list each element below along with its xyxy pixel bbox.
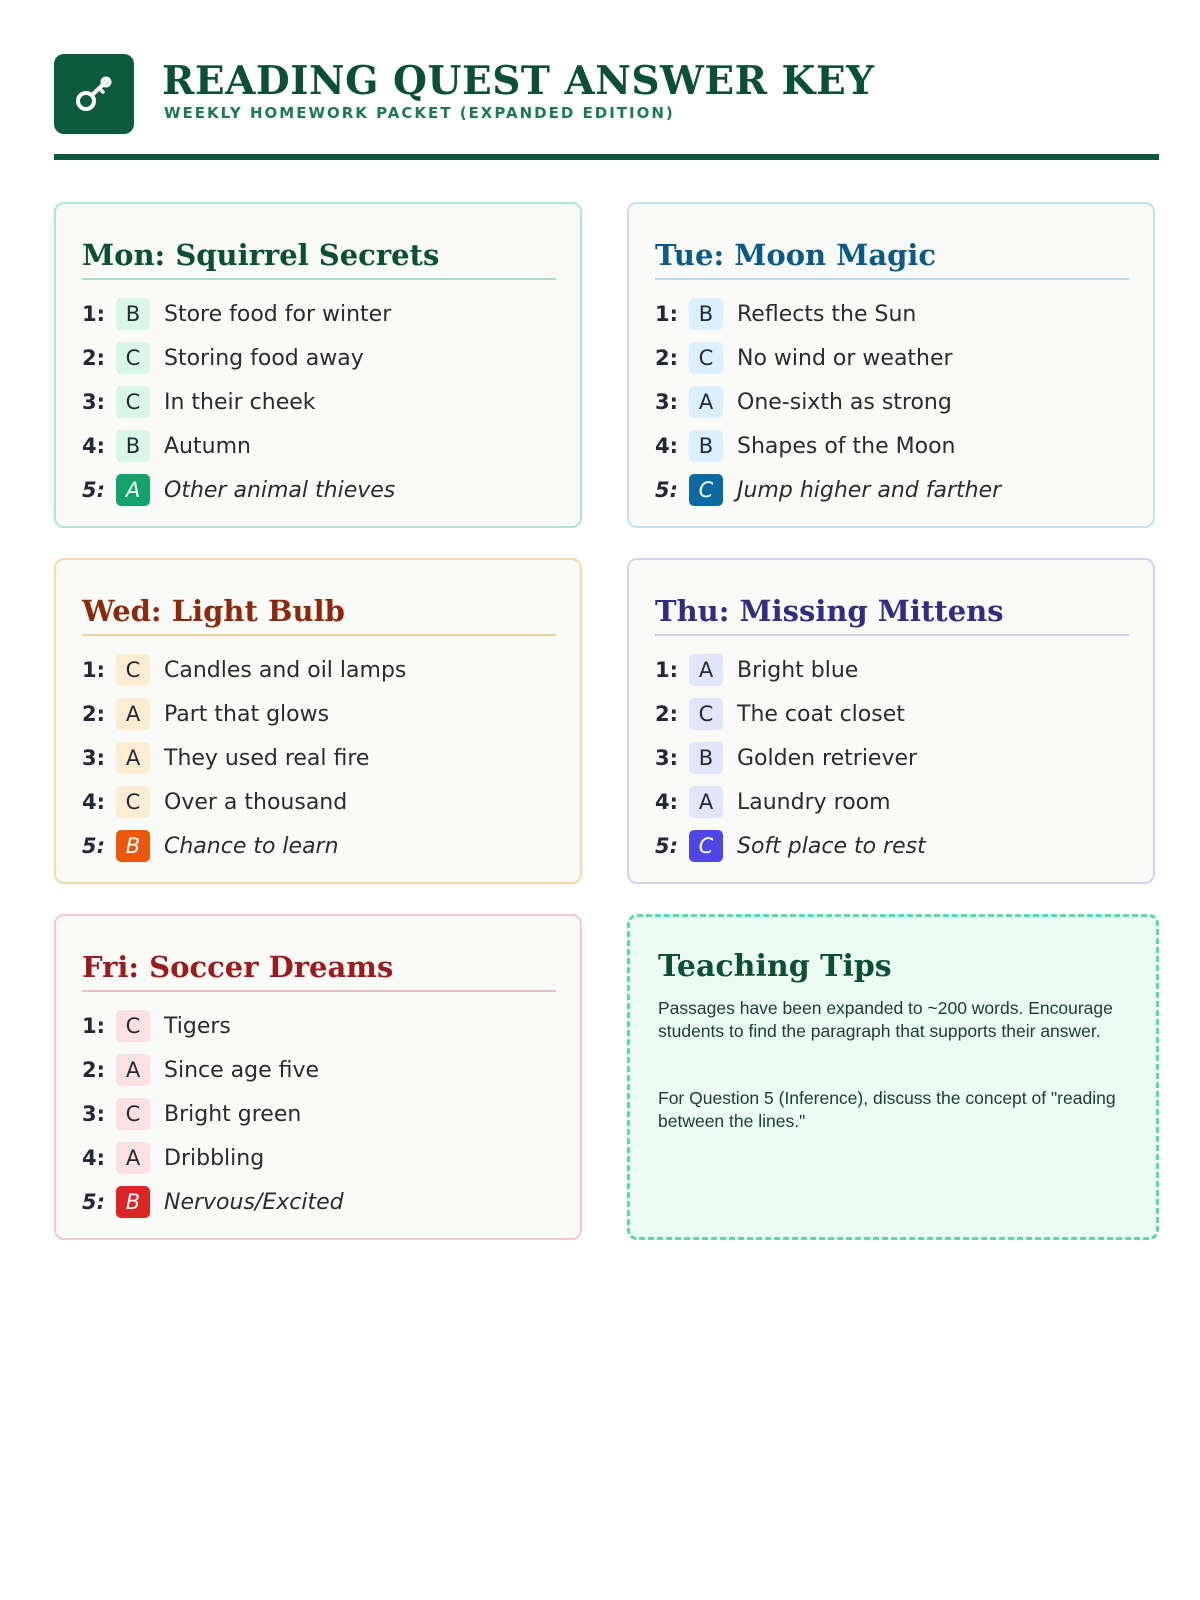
day-card-divider bbox=[82, 278, 556, 280]
answer-list bbox=[655, 648, 1135, 868]
day-card bbox=[54, 202, 582, 528]
answer-row bbox=[82, 468, 562, 512]
answer-text: Since age five bbox=[164, 1057, 320, 1083]
answer-text: One-sixth as strong bbox=[737, 389, 952, 415]
answer-row bbox=[82, 1048, 562, 1092]
answer-letter-badge: B bbox=[689, 430, 723, 462]
question-number: 3: bbox=[82, 746, 106, 770]
day-card bbox=[627, 202, 1155, 528]
answer-letter-badge: A bbox=[116, 474, 150, 506]
question-number: 4: bbox=[82, 434, 106, 458]
answer-letter-badge: A bbox=[116, 698, 150, 730]
answer-letter-badge: B bbox=[689, 742, 723, 774]
answer-row bbox=[82, 692, 562, 736]
answer-letter-badge: A bbox=[116, 1142, 150, 1174]
day-card-title: Wed: Light Bulb bbox=[82, 594, 345, 628]
day-card-divider bbox=[655, 634, 1129, 636]
answer-text: Bright green bbox=[164, 1101, 302, 1127]
day-card-title: Tue: Moon Magic bbox=[655, 238, 937, 272]
answer-text: Reflects the Sun bbox=[737, 301, 917, 327]
day-card bbox=[54, 914, 582, 1240]
answer-row bbox=[655, 692, 1135, 736]
question-number: 2: bbox=[655, 346, 679, 370]
answer-text: Storing food away bbox=[164, 345, 364, 371]
answer-letter-badge: C bbox=[116, 342, 150, 374]
question-number: 1: bbox=[655, 658, 679, 682]
question-number: 1: bbox=[655, 302, 679, 326]
question-number: 4: bbox=[82, 790, 106, 814]
teaching-tips-title: Teaching Tips bbox=[658, 949, 892, 984]
answer-row bbox=[655, 824, 1135, 868]
answer-row bbox=[82, 780, 562, 824]
answer-text: Shapes of the Moon bbox=[737, 433, 956, 459]
answer-text: Tigers bbox=[164, 1013, 231, 1039]
answer-text: In their cheek bbox=[164, 389, 316, 415]
day-card bbox=[627, 558, 1155, 884]
answer-letter-badge: A bbox=[689, 654, 723, 686]
answer-letter-badge: C bbox=[689, 830, 723, 862]
day-card-title: Fri: Soccer Dreams bbox=[82, 950, 394, 984]
answer-text: Dribbling bbox=[164, 1145, 265, 1171]
answer-letter-badge: A bbox=[116, 742, 150, 774]
answer-letter-badge: B bbox=[116, 430, 150, 462]
answer-row bbox=[82, 424, 562, 468]
question-number: 1: bbox=[82, 658, 106, 682]
question-number: 3: bbox=[82, 390, 106, 414]
answer-letter-badge: B bbox=[689, 298, 723, 330]
answer-letter-badge: C bbox=[116, 1010, 150, 1042]
question-number: 5: bbox=[82, 478, 106, 502]
answer-row bbox=[655, 380, 1135, 424]
answer-letter-badge: C bbox=[689, 342, 723, 374]
answer-letter-badge: A bbox=[116, 1054, 150, 1086]
question-number: 2: bbox=[655, 702, 679, 726]
answer-text: Other animal thieves bbox=[164, 477, 396, 503]
answer-row bbox=[655, 292, 1135, 336]
answer-text: Jump higher and farther bbox=[737, 477, 1002, 503]
page-title: READING QUEST ANSWER KEY bbox=[162, 58, 875, 104]
answer-text: No wind or weather bbox=[737, 345, 953, 371]
answer-list bbox=[82, 1004, 562, 1224]
answer-text: Nervous/Excited bbox=[164, 1189, 344, 1215]
answer-row bbox=[82, 380, 562, 424]
answer-text: Store food for winter bbox=[164, 301, 392, 327]
question-number: 4: bbox=[82, 1146, 106, 1170]
day-card-divider bbox=[655, 278, 1129, 280]
answer-letter-badge: C bbox=[689, 474, 723, 506]
answer-list bbox=[82, 648, 562, 868]
answer-text: Chance to learn bbox=[164, 833, 339, 859]
question-number: 5: bbox=[655, 478, 679, 502]
answer-row bbox=[82, 1004, 562, 1048]
day-card bbox=[54, 558, 582, 884]
question-number: 2: bbox=[82, 1058, 106, 1082]
answer-row bbox=[655, 780, 1135, 824]
answer-text: Part that glows bbox=[164, 701, 330, 727]
answer-row bbox=[82, 292, 562, 336]
header-divider bbox=[54, 154, 1159, 160]
answer-letter-badge: C bbox=[116, 786, 150, 818]
answer-text: Laundry room bbox=[737, 789, 891, 815]
answer-row bbox=[82, 336, 562, 380]
question-number: 4: bbox=[655, 434, 679, 458]
answer-text: Bright blue bbox=[737, 657, 859, 683]
question-number: 5: bbox=[655, 834, 679, 858]
answer-letter-badge: C bbox=[116, 1098, 150, 1130]
question-number: 3: bbox=[655, 390, 679, 414]
answer-list bbox=[82, 292, 562, 512]
answer-row bbox=[82, 736, 562, 780]
question-number: 3: bbox=[82, 1102, 106, 1126]
question-number: 2: bbox=[82, 702, 106, 726]
answer-row bbox=[655, 336, 1135, 380]
answer-letter-badge: B bbox=[116, 1186, 150, 1218]
answer-letter-badge: C bbox=[116, 654, 150, 686]
question-number: 3: bbox=[655, 746, 679, 770]
answer-row bbox=[655, 424, 1135, 468]
answer-row bbox=[655, 648, 1135, 692]
answer-text: Autumn bbox=[164, 433, 251, 459]
answer-text: Soft place to rest bbox=[737, 833, 926, 859]
question-number: 1: bbox=[82, 1014, 106, 1038]
answer-text: Over a thousand bbox=[164, 789, 348, 815]
answer-text: They used real fire bbox=[164, 745, 370, 771]
question-number: 5: bbox=[82, 834, 106, 858]
answer-row bbox=[82, 1092, 562, 1136]
answer-letter-badge: A bbox=[689, 386, 723, 418]
answer-text: Golden retriever bbox=[737, 745, 918, 771]
question-number: 5: bbox=[82, 1190, 106, 1214]
answer-letter-badge: A bbox=[689, 786, 723, 818]
day-card-divider bbox=[82, 990, 556, 992]
answer-row bbox=[655, 468, 1135, 512]
answer-text: Candles and oil lamps bbox=[164, 657, 407, 683]
answer-row bbox=[82, 648, 562, 692]
answer-row bbox=[82, 1136, 562, 1180]
day-card-title: Mon: Squirrel Secrets bbox=[82, 238, 440, 272]
question-number: 4: bbox=[655, 790, 679, 814]
key-icon bbox=[54, 54, 134, 134]
answer-letter-badge: C bbox=[689, 698, 723, 730]
day-card-title: Thu: Missing Mittens bbox=[655, 594, 1004, 628]
answer-list bbox=[655, 292, 1135, 512]
answer-letter-badge: B bbox=[116, 298, 150, 330]
answer-row bbox=[82, 1180, 562, 1224]
answer-letter-badge: B bbox=[116, 830, 150, 862]
question-number: 2: bbox=[82, 346, 106, 370]
page-subtitle: WEEKLY HOMEWORK PACKET (EXPANDED EDITION) bbox=[164, 104, 675, 122]
answer-row bbox=[655, 736, 1135, 780]
answer-text: The coat closet bbox=[737, 701, 905, 727]
answer-row bbox=[82, 824, 562, 868]
page-header bbox=[54, 54, 1159, 162]
question-number: 1: bbox=[82, 302, 106, 326]
teaching-tips-paragraph-2: For Question 5 (Inference), discuss the concept of "reading between the lines." bbox=[658, 1088, 1116, 1131]
day-card-divider bbox=[82, 634, 556, 636]
teaching-tips-card bbox=[627, 914, 1159, 1240]
teaching-tips-paragraph-1: Passages have been expanded to ~200 words. Encourage students to find the paragraph that supports their answer. bbox=[658, 998, 1113, 1041]
answer-letter-badge: C bbox=[116, 386, 150, 418]
